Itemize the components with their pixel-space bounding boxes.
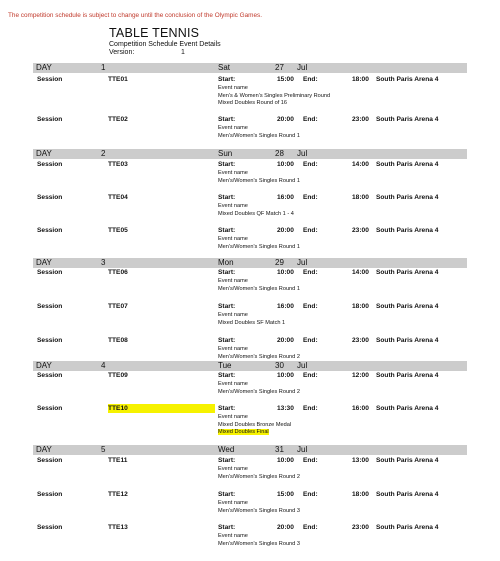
session-label: Session — [37, 227, 63, 234]
venue-name: South Paris Arena 4 — [376, 161, 439, 168]
day-date: 31 — [275, 445, 284, 454]
event-description: Mixed Doubles QF Match 1 - 4 — [218, 210, 294, 217]
venue-name: South Paris Arena 4 — [376, 405, 439, 412]
event-description: Mixed Doubles Bronze Medal — [218, 421, 292, 428]
session-row — [33, 76, 473, 112]
session-code: TTE03 — [108, 161, 128, 168]
end-time: 16:00 — [352, 405, 369, 412]
day-month: Jul — [297, 361, 308, 370]
end-label: End: — [303, 227, 318, 234]
event-description: Mixed Doubles Final — [218, 429, 269, 435]
session-row — [33, 269, 473, 305]
event-name-label: Event name — [218, 85, 248, 91]
start-time: 15:00 — [277, 76, 294, 83]
event-name-label: Event name — [218, 203, 248, 209]
end-time: 12:00 — [352, 372, 369, 379]
venue-name: South Paris Arena 4 — [376, 116, 439, 123]
event-description: Men's/Women's Singles Round 1 — [218, 132, 300, 139]
event-description: Mixed Doubles Round of 16 — [218, 100, 288, 106]
day-weekday: Mon — [218, 258, 234, 267]
end-label: End: — [303, 337, 318, 344]
start-label: Start: — [218, 524, 236, 531]
start-label: Start: — [218, 457, 236, 464]
day-label: DAY — [36, 445, 52, 454]
session-code: TTE05 — [108, 227, 128, 234]
end-label: End: — [303, 76, 318, 83]
session-label: Session — [37, 303, 63, 310]
start-label: Start: — [218, 303, 236, 310]
event-description: Men's/Women's Singles Round 1 — [218, 177, 300, 184]
session-code: TTE11 — [108, 457, 128, 464]
event-name-label: Event name — [218, 346, 248, 352]
session-code: TTE06 — [108, 269, 128, 276]
start-time: 15:00 — [277, 491, 294, 498]
end-time: 14:00 — [352, 269, 369, 276]
session-code: TTE08 — [108, 337, 128, 344]
day-weekday: Wed — [218, 445, 235, 454]
venue-name: South Paris Arena 4 — [376, 524, 439, 531]
end-time: 23:00 — [352, 227, 369, 234]
day-header — [33, 361, 467, 371]
day-month: Jul — [297, 149, 308, 158]
day-label: DAY — [36, 149, 52, 158]
venue-name: South Paris Arena 4 — [376, 372, 439, 379]
day-date: 29 — [275, 258, 284, 267]
event-name-label: Event name — [218, 125, 248, 131]
day-month: Jul — [297, 445, 308, 454]
start-time: 20:00 — [277, 116, 294, 123]
start-label: Start: — [218, 194, 236, 201]
day-label: DAY — [36, 361, 52, 370]
version-line — [109, 49, 185, 56]
session-row — [33, 303, 473, 339]
day-weekday: Sat — [218, 63, 231, 72]
end-time: 18:00 — [352, 194, 369, 201]
session-label: Session — [37, 269, 63, 276]
event-name-label: Event name — [218, 236, 248, 242]
event-description: Men's/Women's Singles Round 2 — [218, 473, 300, 480]
event-name-label: Event name — [218, 312, 248, 318]
end-label: End: — [303, 303, 318, 310]
start-time: 10:00 — [277, 457, 294, 464]
day-date: 30 — [275, 361, 284, 370]
end-label: End: — [303, 405, 318, 412]
end-time: 18:00 — [352, 76, 369, 83]
session-row — [33, 524, 473, 560]
event-description: Men's/Women's Singles Round 2 — [218, 353, 300, 360]
day-number: 1 — [101, 63, 106, 72]
end-time: 23:00 — [352, 116, 369, 123]
day-weekday: Tue — [218, 361, 232, 370]
venue-name: South Paris Arena 4 — [376, 457, 439, 464]
notice-text: The competition schedule is subject to change until the conclusion of the Olympic Games. — [8, 12, 262, 19]
session-code: TTE09 — [108, 372, 128, 379]
end-time: 23:00 — [352, 524, 369, 531]
session-code: TTE01 — [108, 76, 128, 83]
day-month: Jul — [297, 63, 308, 72]
venue-name: South Paris Arena 4 — [376, 227, 439, 234]
event-name-label: Event name — [218, 414, 248, 420]
start-time: 10:00 — [277, 161, 294, 168]
event-description: Men's/Women's Singles Round 3 — [218, 507, 300, 514]
venue-name: South Paris Arena 4 — [376, 194, 439, 201]
venue-name: South Paris Arena 4 — [376, 303, 439, 310]
end-label: End: — [303, 372, 318, 379]
end-label: End: — [303, 194, 318, 201]
start-label: Start: — [218, 227, 236, 234]
session-code: TTE04 — [108, 194, 128, 201]
session-code: TTE12 — [108, 491, 128, 498]
event-name-label: Event name — [218, 278, 248, 284]
session-label: Session — [37, 405, 63, 412]
session-row — [33, 372, 473, 408]
session-label: Session — [37, 116, 63, 123]
start-label: Start: — [218, 161, 236, 168]
start-label: Start: — [218, 405, 236, 412]
event-description: Men's & Women's Singles Preliminary Round — [218, 92, 331, 99]
end-time: 18:00 — [352, 491, 369, 498]
day-label: DAY — [36, 258, 52, 267]
end-label: End: — [303, 269, 318, 276]
start-time: 13:30 — [277, 405, 294, 412]
venue-name: South Paris Arena 4 — [376, 76, 439, 83]
version-label: Version: — [109, 49, 135, 56]
page-title: TABLE TENNIS — [109, 26, 200, 40]
event-description: Men's/Women's Singles Round 1 — [218, 243, 300, 250]
day-header — [33, 258, 467, 268]
start-label: Start: — [218, 116, 236, 123]
start-time: 16:00 — [277, 303, 294, 310]
end-label: End: — [303, 457, 318, 464]
session-label: Session — [37, 337, 63, 344]
event-description: Men's/Women's Singles Round 2 — [218, 388, 300, 395]
day-header — [33, 63, 467, 73]
day-label: DAY — [36, 63, 52, 72]
session-row — [33, 116, 473, 152]
session-code: TTE07 — [108, 303, 128, 310]
day-date: 27 — [275, 63, 284, 72]
session-label: Session — [37, 524, 63, 531]
session-code: TTE13 — [108, 524, 128, 531]
event-description: Men's/Women's Singles Round 3 — [218, 540, 300, 547]
end-time: 18:00 — [352, 303, 369, 310]
day-number: 4 — [101, 361, 106, 370]
event-name-label: Event name — [218, 466, 248, 472]
start-label: Start: — [218, 269, 236, 276]
start-time: 10:00 — [277, 269, 294, 276]
end-label: End: — [303, 524, 318, 531]
session-row — [33, 194, 473, 230]
start-time: 20:00 — [277, 227, 294, 234]
session-label: Session — [37, 161, 63, 168]
day-header — [33, 149, 467, 159]
session-label: Session — [37, 372, 63, 379]
venue-name: South Paris Arena 4 — [376, 337, 439, 344]
session-label: Session — [37, 194, 63, 201]
start-label: Start: — [218, 372, 236, 379]
version-number: 1 — [181, 49, 185, 56]
day-number: 3 — [101, 258, 106, 267]
start-label: Start: — [218, 76, 236, 83]
start-time: 20:00 — [277, 337, 294, 344]
event-name-label: Event name — [218, 500, 248, 506]
session-row — [33, 491, 473, 527]
session-row — [33, 161, 473, 197]
day-number: 2 — [101, 149, 106, 158]
end-label: End: — [303, 116, 318, 123]
end-label: End: — [303, 161, 318, 168]
end-label: End: — [303, 491, 318, 498]
start-time: 10:00 — [277, 372, 294, 379]
page-subtitle: Competition Schedule Event Details — [109, 41, 221, 48]
start-label: Start: — [218, 337, 236, 344]
session-row — [33, 405, 473, 441]
start-time: 16:00 — [277, 194, 294, 201]
session-label: Session — [37, 76, 63, 83]
day-weekday: Sun — [218, 149, 233, 158]
start-time: 20:00 — [277, 524, 294, 531]
event-name-label: Event name — [218, 381, 248, 387]
day-month: Jul — [297, 258, 308, 267]
session-label: Session — [37, 457, 63, 464]
day-number: 5 — [101, 445, 106, 454]
start-label: Start: — [218, 491, 236, 498]
session-code: TTE02 — [108, 116, 128, 123]
day-date: 28 — [275, 149, 284, 158]
venue-name: South Paris Arena 4 — [376, 269, 439, 276]
event-name-label: Event name — [218, 533, 248, 539]
end-time: 23:00 — [352, 337, 369, 344]
session-label: Session — [37, 491, 63, 498]
event-description: Mixed Doubles SF Match 1 — [218, 319, 286, 326]
event-name-label: Event name — [218, 170, 248, 176]
venue-name: South Paris Arena 4 — [376, 491, 439, 498]
session-code: TTE10 — [108, 404, 215, 413]
session-row — [33, 457, 473, 493]
end-time: 13:00 — [352, 457, 369, 464]
end-time: 14:00 — [352, 161, 369, 168]
day-header — [33, 445, 467, 455]
event-description: Men's/Women's Singles Round 1 — [218, 285, 300, 292]
